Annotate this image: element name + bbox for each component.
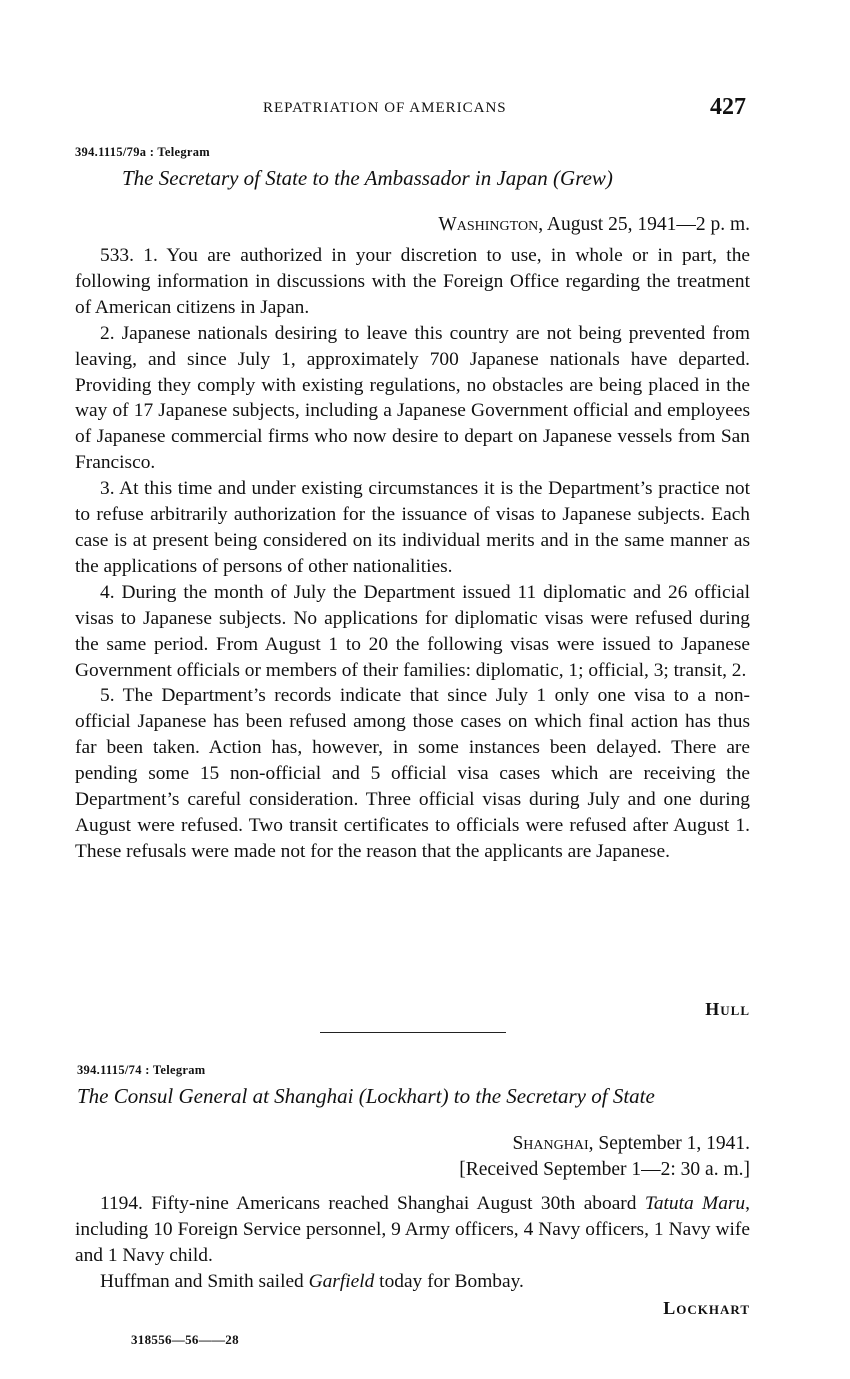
ship-name-tatuta-maru: Tatuta Maru <box>644 1193 746 1214</box>
doc2-dateline-date: , September 1, 1941. <box>588 1133 750 1154</box>
section-divider <box>320 1032 506 1033</box>
doc1-heading: The Secretary of State to the Ambassador in Japan (Grew) <box>122 166 613 190</box>
doc1-paragraph-4: 4. During the month of July the Department issued 11 diplomatic and 26 official visas to Japanese subjects. No applications for diplomatic visas were refused during the same period. From August 1 to 20 the following visas were issued to Japanese Government officials or members of their families: diplomatic, 1; official, 3; transit, 2. <box>75 581 750 681</box>
doc2-heading: The Consul General at Shanghai (Lockhart) to the Secretary of State <box>77 1084 655 1108</box>
doc2-p2-text-b: today for Bombay. <box>374 1270 524 1292</box>
doc2-p2-text-a: Huffman and Smith sailed <box>100 1270 309 1292</box>
doc1-dateline-place: Washington <box>438 214 539 235</box>
page-number: 427 <box>710 94 746 120</box>
doc2-paragraph-2 <box>75 1269 750 1295</box>
doc1-paragraph-2: 2. Japanese nationals desiring to leave this country are not being prevented from leaving, and since July 1, approximately 700 Japanese nationals have departed. Providing they comply with existing regulations, no obstacles are being placed in the way of 17 Japanese subjects, including a Japanese Government official and employees of Japanese commercial firms who now desire to depart on Japanese vessels from San Francisco. <box>75 322 750 474</box>
doc1-dateline-date: , August 25, 1941—2 p. m. <box>538 214 750 235</box>
running-head <box>75 96 750 126</box>
doc2-p1-text-b: , including 10 Foreign Service personnel, 9 Army officers, 4 Navy officers, 1 Navy wife and 1 Navy child. <box>75 1193 750 1266</box>
running-title: REPATRIATION OF AMERICANS <box>263 100 507 116</box>
ship-name-garfield: Garfield <box>308 1270 375 1292</box>
doc1-body <box>75 243 750 865</box>
doc1-signature: Hull <box>705 999 750 1019</box>
doc2-dateline-place: Shanghai <box>512 1133 589 1154</box>
doc2-file-ref: 394.1115/74 : Telegram <box>77 1063 206 1077</box>
doc2-p1-text-a: 1194. Fifty-nine Americans reached Shanghai August 30th aboard <box>100 1193 645 1214</box>
doc1-paragraph-3: 3. At this time and under existing circumstances it is the Department’s practice not to refuse arbitrarily authorization for the issuance of visas to Japanese subjects. Each case is at present being considered on its individual merits and in the same manner as the applications of persons of other nationalities. <box>75 478 750 577</box>
doc2-received: [Received September 1—2: 30 a. m.] <box>459 1159 750 1180</box>
print-code: 318556—56——28 <box>131 1332 239 1347</box>
doc2-paragraph-1 <box>75 1191 750 1269</box>
doc1-file-ref: 394.1115/79a : Telegram <box>75 145 211 159</box>
doc1-paragraph-5: 5. The Department’s records indicate that since July 1 only one visa to a non-official Japanese has been refused among those cases on which final action has thus far been taken. Action has, however, in some instances been delayed. There are pending some 15 non-official and 5 official visa cases which are receiving the Department’s careful consideration. Three official visas during July and one during August were refused. Two transit certificates to officials were refused after August 1. These refusals were made not for the reason that the applicants are Japanese. <box>75 685 750 862</box>
doc1-paragraph-1: 533. 1. You are authorized in your discretion to use, in whole or in part, the following information in discussions with the Foreign Office regarding the treatment of American citizens in Japan. <box>75 245 750 318</box>
doc2-dateline <box>512 1133 750 1155</box>
doc2-signature: Lockhart <box>663 1298 750 1318</box>
doc1-dateline <box>438 214 750 236</box>
doc2-body <box>75 1191 750 1295</box>
